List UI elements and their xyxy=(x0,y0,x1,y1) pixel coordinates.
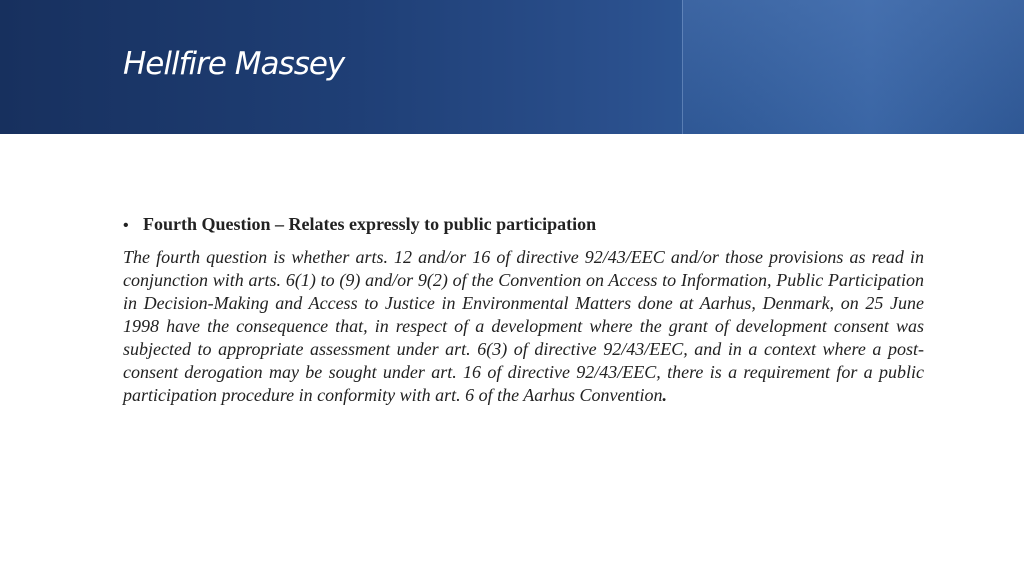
title-banner xyxy=(0,0,1024,134)
bullet-heading: Fourth Question – Relates expressly to public participation xyxy=(143,214,597,234)
paragraph-text: The fourth question is whether arts. 12 and/or 16 of directive 92/43/EEC and/or those provisions as read in conjunction with arts. 6(1) to (9) and/or 9(2) of the Convention on Access to Information, Public Participation in Decision-Making and Access to Justice in Environmental Matters done at Aarhus, Denmark, on 25 June 1998 have the consequence that, in respect of a development where the grant of development consent was subjected to appropriate assessment under art. 6(3) of directive 92/43/EEC, and in a context where a post-consent derogation may be sought under art. 16 of directive 92/43/EEC, there is a requirement for a public participation procedure in conformity with art. 6 of the Aarhus Convention xyxy=(123,247,924,405)
paragraph-end-mark: . xyxy=(662,385,667,405)
slide-body xyxy=(123,212,924,407)
banner-accent-panel xyxy=(682,0,1024,134)
bullet-marker: • xyxy=(123,217,129,234)
body-paragraph xyxy=(123,246,924,407)
bullet-item xyxy=(123,212,924,236)
banner-divider xyxy=(682,0,683,134)
slide-title: Hellfire Massey xyxy=(123,46,345,82)
